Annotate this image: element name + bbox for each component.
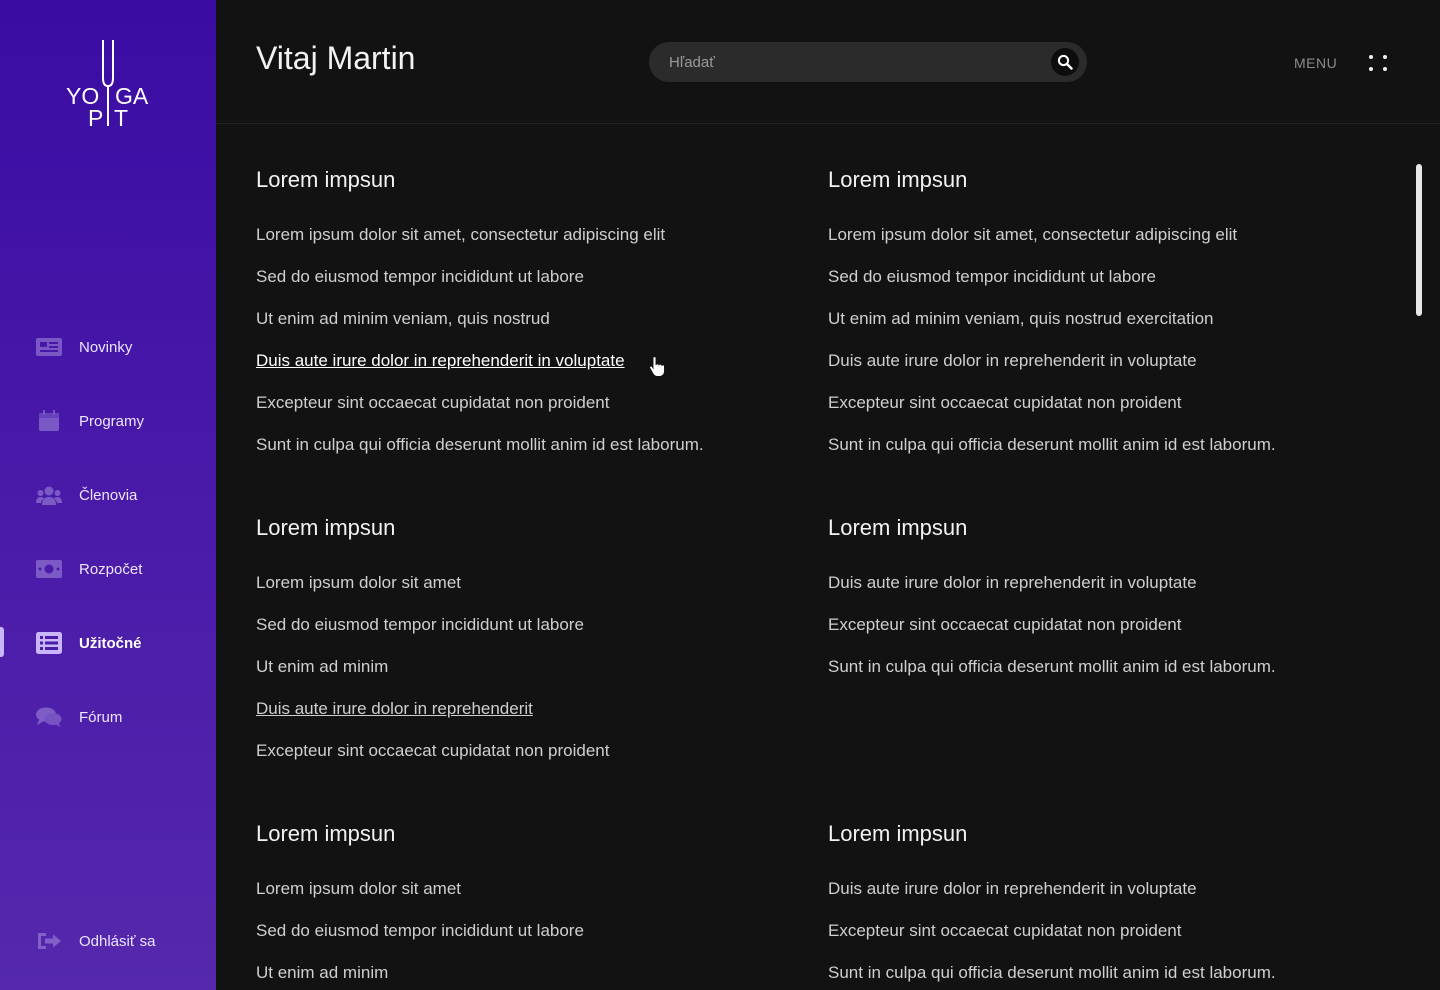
section-link[interactable]: Sed do eiusmod tempor incididunt ut labore (256, 615, 584, 634)
section-link[interactable]: Lorem ipsum dolor sit amet, consectetur adipiscing elit (256, 225, 666, 244)
list-item (828, 562, 1368, 604)
list-item (256, 868, 796, 910)
sidebar (0, 0, 216, 990)
sidebar-item-novinky[interactable] (0, 325, 216, 369)
link-section (828, 817, 1368, 990)
list-item (256, 562, 796, 604)
yoga-pit-logo[interactable] (58, 38, 158, 130)
logout-button[interactable] (0, 919, 216, 963)
svg-text:P: P (88, 105, 104, 130)
section-link[interactable]: Lorem ipsum dolor sit amet (256, 879, 462, 898)
menu-grid-icon[interactable] (1366, 52, 1390, 76)
section-title: Lorem impsun (828, 821, 968, 846)
section-link[interactable]: Ut enim ad minim veniam, quis nostrud (256, 309, 550, 328)
sidebar-item-label: Užitočné (79, 634, 142, 652)
link-section (256, 817, 796, 990)
link-section (828, 511, 1368, 688)
section-link[interactable]: Sunt in culpa qui officia deserunt mollit anim id est laborum. (828, 657, 1276, 676)
search-button[interactable] (1051, 48, 1079, 76)
main-content (216, 124, 1440, 990)
section-link[interactable]: Sunt in culpa qui officia deserunt mollit anim id est laborum. (256, 435, 704, 454)
sidebar-item-programy[interactable] (0, 399, 216, 443)
scrollbar-thumb[interactable] (1416, 164, 1422, 316)
logout-label: Odhlásiť sa (79, 932, 156, 950)
list-item (828, 646, 1368, 688)
section-link[interactable]: Sed do eiusmod tempor incididunt ut labore (828, 267, 1156, 286)
sidebar-item-label: Rozpočet (79, 560, 143, 578)
list-item (256, 214, 796, 256)
list-item (828, 256, 1368, 298)
section-link[interactable]: Sunt in culpa qui officia deserunt mollit anim id est laborum. (828, 435, 1276, 454)
sidebar-item-uzitocne[interactable] (0, 621, 216, 665)
comments-icon (36, 706, 62, 728)
section-link[interactable]: Excepteur sint occaecat cupidatat non proident (828, 615, 1182, 634)
section-title: Lorem impsun (256, 821, 396, 846)
users-icon (36, 484, 62, 506)
link-section (256, 163, 796, 466)
section-title: Lorem impsun (828, 167, 968, 192)
sidebar-item-label: Novinky (79, 338, 133, 356)
section-link[interactable]: Duis aute irure dolor in reprehenderit in voluptate (828, 351, 1197, 370)
section-link[interactable]: Lorem ipsum dolor sit amet (256, 573, 462, 592)
search-icon (1057, 54, 1073, 70)
section-title: Lorem impsun (256, 167, 396, 192)
newspaper-icon (36, 336, 62, 358)
section-link[interactable]: Sunt in culpa qui officia deserunt mollit anim id est laborum. (828, 963, 1276, 982)
greeting-title: Vitaj Martin (256, 40, 416, 76)
link-section (256, 511, 796, 772)
search-input[interactable] (667, 42, 1027, 82)
list-item (828, 868, 1368, 910)
sidebar-item-rozpocet[interactable] (0, 547, 216, 591)
sidebar-item-forum[interactable] (0, 695, 216, 739)
svg-text:GA: GA (115, 83, 149, 109)
section-link-hovered[interactable]: Duis aute irure dolor in reprehenderit in voluptate (256, 351, 625, 370)
section-link[interactable]: Lorem ipsum dolor sit amet, consectetur adipiscing elit (828, 225, 1238, 244)
section-link[interactable]: Excepteur sint occaecat cupidatat non proident (256, 741, 610, 760)
section-link[interactable]: Sed do eiusmod tempor incididunt ut labore (256, 921, 584, 940)
list-item (256, 298, 796, 340)
list-item (256, 952, 796, 990)
list-item (828, 604, 1368, 646)
list-item (256, 688, 796, 730)
sidebar-item-label: Fórum (79, 708, 123, 726)
money-bill-icon (36, 558, 62, 580)
section-title: Lorem impsun (828, 515, 968, 540)
section-link[interactable]: Excepteur sint occaecat cupidatat non proident (828, 393, 1182, 412)
section-link[interactable]: Ut enim ad minim veniam, quis nostrud exercitation (828, 309, 1214, 328)
section-link-visited[interactable]: Duis aute irure dolor in reprehenderit (256, 699, 533, 718)
svg-text:T: T (114, 105, 129, 130)
section-link[interactable]: Ut enim ad minim (256, 657, 389, 676)
section-link[interactable]: Duis aute irure dolor in reprehenderit in voluptate (828, 573, 1197, 592)
list-item (256, 730, 796, 772)
sidebar-item-label: Programy (79, 412, 145, 430)
list-item (828, 424, 1368, 466)
calendar-icon (36, 410, 62, 432)
section-link[interactable]: Excepteur sint occaecat cupidatat non proident (256, 393, 610, 412)
list-item (256, 646, 796, 688)
link-section (828, 163, 1368, 466)
list-item (256, 382, 796, 424)
list-item (256, 910, 796, 952)
list-item (828, 952, 1368, 990)
list-item (828, 298, 1368, 340)
list-item (256, 340, 796, 382)
sign-out-icon (36, 930, 62, 952)
list-item (828, 214, 1368, 256)
list-item (256, 424, 796, 466)
search-bar (649, 42, 1087, 82)
top-header (216, 0, 1440, 124)
list-item (828, 340, 1368, 382)
section-link[interactable]: Excepteur sint occaecat cupidatat non proident (828, 921, 1182, 940)
section-link[interactable]: Ut enim ad minim (256, 963, 389, 982)
svg-text:YO: YO (66, 83, 100, 109)
list-item (828, 910, 1368, 952)
section-title: Lorem impsun (256, 515, 396, 540)
section-link[interactable]: Duis aute irure dolor in reprehenderit in voluptate (828, 879, 1197, 898)
sidebar-item-clenovia[interactable] (0, 473, 216, 517)
list-alt-icon (36, 632, 62, 654)
list-item (256, 604, 796, 646)
section-link[interactable]: Sed do eiusmod tempor incididunt ut labore (256, 267, 584, 286)
list-item (828, 382, 1368, 424)
menu-label[interactable]: MENU (1294, 55, 1338, 71)
list-item (256, 256, 796, 298)
sidebar-item-label: Členovia (79, 486, 138, 504)
